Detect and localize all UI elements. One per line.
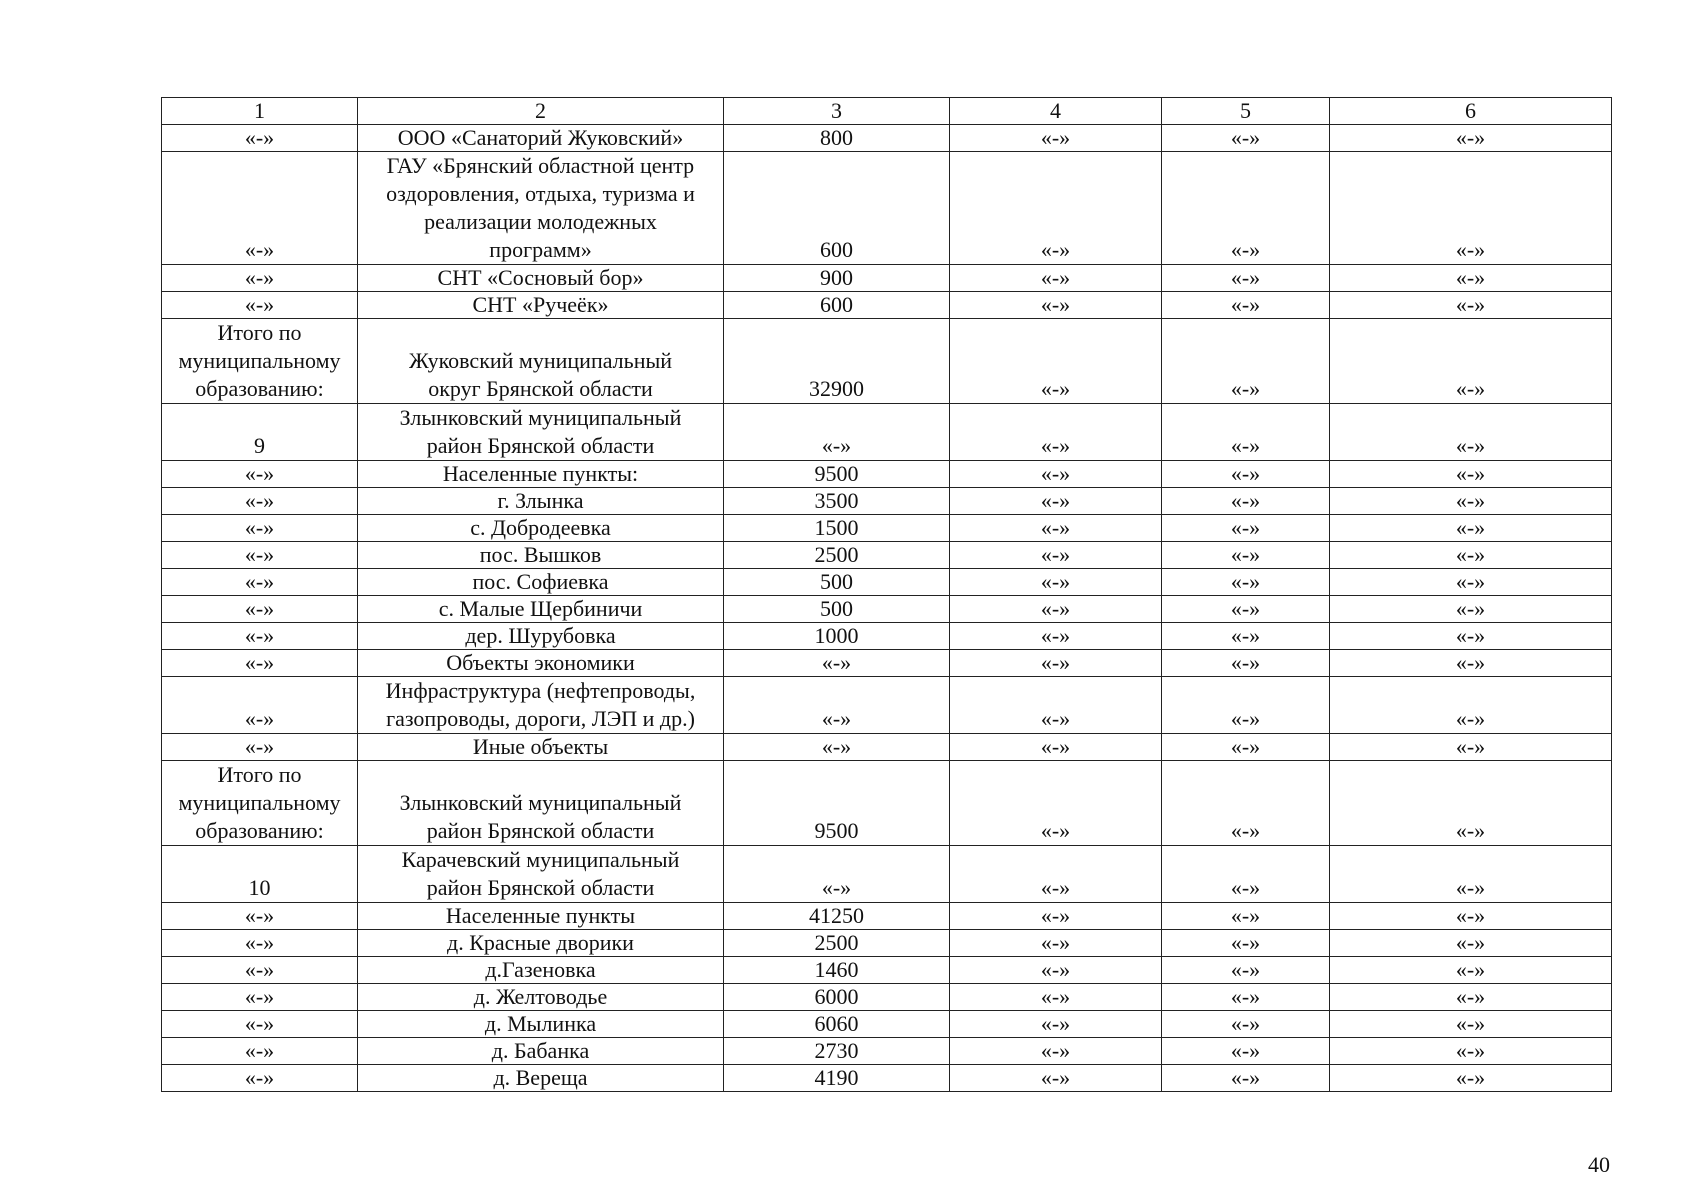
table-row — [162, 957, 1612, 984]
page-number: 40 — [1588, 1152, 1610, 1177]
table-cell-col-3: 6000 — [724, 984, 950, 1011]
table-cell-col-3: «-» — [724, 650, 950, 677]
table-cell-col-3: 2500 — [724, 542, 950, 569]
table-cell-col-4: «-» — [950, 265, 1162, 292]
table-cell-col-2: д.Газеновка — [358, 957, 724, 984]
table-cell-col-1: «-» — [162, 650, 358, 677]
table-cell-col-3: 3 — [724, 98, 950, 125]
table-cell-col-2: Объекты экономики — [358, 650, 724, 677]
table-cell-col-3: 1000 — [724, 623, 950, 650]
table-cell-col-6: «-» — [1330, 569, 1612, 596]
table-row — [162, 734, 1612, 761]
table-cell-col-4: «-» — [950, 569, 1162, 596]
table-cell-col-1: «-» — [162, 488, 358, 515]
table-cell-col-4: «-» — [950, 596, 1162, 623]
table-cell-col-6: «-» — [1330, 930, 1612, 957]
table-row — [162, 623, 1612, 650]
table-cell-col-4: «-» — [950, 1065, 1162, 1092]
table-cell-col-4: «-» — [950, 1011, 1162, 1038]
table-cell-col-3: «-» — [724, 846, 950, 903]
table-row — [162, 1011, 1612, 1038]
table-cell-col-5: «-» — [1162, 1065, 1330, 1092]
table-cell-col-1: 9 — [162, 404, 358, 461]
table-cell-col-4: «-» — [950, 125, 1162, 152]
table-cell-col-2: г. Злынка — [358, 488, 724, 515]
table-row — [162, 650, 1612, 677]
table-cell-col-2: д. Бабанка — [358, 1038, 724, 1065]
table-cell-col-1: «-» — [162, 1011, 358, 1038]
table-cell-col-2: Злынковский муниципальный район Брянской области — [358, 761, 724, 846]
table-cell-col-5: «-» — [1162, 761, 1330, 846]
table-cell-col-1: «-» — [162, 596, 358, 623]
table-row — [162, 461, 1612, 488]
table-cell-col-1: «-» — [162, 292, 358, 319]
table-cell-col-6: «-» — [1330, 846, 1612, 903]
table-cell-col-1: «-» — [162, 677, 358, 734]
table-cell-col-4: «-» — [950, 623, 1162, 650]
table-cell-col-5: «-» — [1162, 569, 1330, 596]
table-cell-col-2: Населенные пункты — [358, 903, 724, 930]
table-row — [162, 515, 1612, 542]
table-cell-col-5: «-» — [1162, 984, 1330, 1011]
table-cell-col-5: «-» — [1162, 650, 1330, 677]
table-cell-col-6: «-» — [1330, 125, 1612, 152]
table-row — [162, 984, 1612, 1011]
table-cell-col-4: «-» — [950, 650, 1162, 677]
table-header-row — [162, 98, 1612, 125]
table-cell-col-2: Иные объекты — [358, 734, 724, 761]
table-cell-col-4: «-» — [950, 515, 1162, 542]
table-row — [162, 125, 1612, 152]
table-cell-col-6: «-» — [1330, 957, 1612, 984]
table-row — [162, 677, 1612, 734]
table-cell-col-6: «-» — [1330, 596, 1612, 623]
table-cell-col-4: «-» — [950, 957, 1162, 984]
table-cell-col-6: «-» — [1330, 404, 1612, 461]
table-cell-col-6: «-» — [1330, 761, 1612, 846]
table-row — [162, 846, 1612, 903]
table-cell-col-1: «-» — [162, 623, 358, 650]
table-cell-col-3: 600 — [724, 152, 950, 265]
table-cell-col-4: «-» — [950, 488, 1162, 515]
table-cell-col-6: «-» — [1330, 903, 1612, 930]
table-cell-col-4: «-» — [950, 461, 1162, 488]
table-cell-col-1: «-» — [162, 461, 358, 488]
table-row — [162, 152, 1612, 265]
table-cell-col-6: «-» — [1330, 1011, 1612, 1038]
table-cell-col-1: 1 — [162, 98, 358, 125]
table-cell-col-2: Злынковский муниципальный район Брянской области — [358, 404, 724, 461]
table-cell-col-1: «-» — [162, 930, 358, 957]
table-cell-col-6: «-» — [1330, 623, 1612, 650]
table-cell-col-2: ООО «Санаторий Жуковский» — [358, 125, 724, 152]
table-cell-col-3: 9500 — [724, 461, 950, 488]
table-cell-col-2: д. Мылинка — [358, 1011, 724, 1038]
table-cell-col-3: 4190 — [724, 1065, 950, 1092]
table-cell-col-6: «-» — [1330, 1038, 1612, 1065]
table-cell-col-2: СНТ «Сосновый бор» — [358, 265, 724, 292]
table-cell-col-3: 3500 — [724, 488, 950, 515]
table-cell-col-2: Жуковский муниципальный округ Брянской области — [358, 319, 724, 404]
table-row — [162, 292, 1612, 319]
table-cell-col-5: «-» — [1162, 846, 1330, 903]
table-cell-col-1: «-» — [162, 542, 358, 569]
table-cell-col-4: «-» — [950, 1038, 1162, 1065]
table-cell-col-6: «-» — [1330, 1065, 1612, 1092]
table-cell-col-3: 600 — [724, 292, 950, 319]
table-cell-col-2: СНТ «Ручеёк» — [358, 292, 724, 319]
table-cell-col-1: «-» — [162, 152, 358, 265]
table-cell-col-3: 800 — [724, 125, 950, 152]
table-cell-col-3: 1500 — [724, 515, 950, 542]
table-cell-col-4: «-» — [950, 677, 1162, 734]
table-cell-col-6: «-» — [1330, 515, 1612, 542]
table-row — [162, 596, 1612, 623]
table-cell-col-4: «-» — [950, 734, 1162, 761]
table-cell-col-1: «-» — [162, 984, 358, 1011]
table-cell-col-1: «-» — [162, 1038, 358, 1065]
table-cell-col-2: Инфраструктура (нефтепроводы, газопроводы, дороги, ЛЭП и др.) — [358, 677, 724, 734]
table-cell-col-6: «-» — [1330, 650, 1612, 677]
table-cell-col-6: «-» — [1330, 984, 1612, 1011]
table-cell-col-4: «-» — [950, 152, 1162, 265]
table-cell-col-3: «-» — [724, 404, 950, 461]
table-cell-col-6: «-» — [1330, 488, 1612, 515]
table-cell-col-5: «-» — [1162, 319, 1330, 404]
table-cell-col-2: д. Вереща — [358, 1065, 724, 1092]
table-cell-col-5: «-» — [1162, 515, 1330, 542]
table-cell-col-1: «-» — [162, 569, 358, 596]
table-cell-col-6: «-» — [1330, 265, 1612, 292]
table-cell-col-4: «-» — [950, 761, 1162, 846]
table-cell-col-4: «-» — [950, 984, 1162, 1011]
table-cell-col-4: «-» — [950, 846, 1162, 903]
table-cell-col-6: 6 — [1330, 98, 1612, 125]
table-row — [162, 903, 1612, 930]
table-cell-col-6: «-» — [1330, 542, 1612, 569]
table-cell-col-5: «-» — [1162, 903, 1330, 930]
table-cell-col-1: 10 — [162, 846, 358, 903]
table-row — [162, 265, 1612, 292]
table-cell-col-4: «-» — [950, 903, 1162, 930]
table-cell-col-2: Карачевский муниципальный район Брянской области — [358, 846, 724, 903]
table-cell-col-5: «-» — [1162, 461, 1330, 488]
table-cell-col-2: ГАУ «Брянский областной центр оздоровления, отдыха, туризма и реализации молодежных программ» — [358, 152, 724, 265]
table-cell-col-6: «-» — [1330, 152, 1612, 265]
table-cell-col-6: «-» — [1330, 461, 1612, 488]
table-cell-col-2: пос. Вышков — [358, 542, 724, 569]
table-cell-col-1: Итого по муниципальному образованию: — [162, 319, 358, 404]
table-cell-col-5: «-» — [1162, 1011, 1330, 1038]
table-cell-col-4: «-» — [950, 542, 1162, 569]
table-cell-col-5: «-» — [1162, 957, 1330, 984]
table-cell-col-3: «-» — [724, 677, 950, 734]
table-cell-col-1: «-» — [162, 125, 358, 152]
table-cell-col-3: 900 — [724, 265, 950, 292]
table-cell-col-4: «-» — [950, 319, 1162, 404]
table-cell-col-5: «-» — [1162, 488, 1330, 515]
table-cell-col-2: дер. Шурубовка — [358, 623, 724, 650]
table-cell-col-3: 2500 — [724, 930, 950, 957]
table-cell-col-1: «-» — [162, 515, 358, 542]
table-cell-col-5: «-» — [1162, 930, 1330, 957]
table-row — [162, 930, 1612, 957]
table-row — [162, 488, 1612, 515]
table-cell-col-2: 2 — [358, 98, 724, 125]
table-cell-col-2: д. Красные дворики — [358, 930, 724, 957]
table-cell-col-6: «-» — [1330, 677, 1612, 734]
table-cell-col-5: «-» — [1162, 734, 1330, 761]
table-cell-col-5: «-» — [1162, 265, 1330, 292]
table-cell-col-3: 1460 — [724, 957, 950, 984]
table-cell-col-5: «-» — [1162, 542, 1330, 569]
table-cell-col-5: «-» — [1162, 125, 1330, 152]
table-cell-col-5: «-» — [1162, 623, 1330, 650]
table-cell-col-5: «-» — [1162, 1038, 1330, 1065]
table-cell-col-2: пос. Софиевка — [358, 569, 724, 596]
table-cell-col-1: «-» — [162, 903, 358, 930]
table-cell-col-1: «-» — [162, 1065, 358, 1092]
table-cell-col-4: 4 — [950, 98, 1162, 125]
table-cell-col-2: Населенные пункты: — [358, 461, 724, 488]
table-cell-col-5: 5 — [1162, 98, 1330, 125]
table-row — [162, 1038, 1612, 1065]
table-row — [162, 761, 1612, 846]
table-cell-col-5: «-» — [1162, 404, 1330, 461]
table-row — [162, 404, 1612, 461]
table-row — [162, 1065, 1612, 1092]
table-cell-col-4: «-» — [950, 930, 1162, 957]
table-cell-col-5: «-» — [1162, 596, 1330, 623]
table-row — [162, 319, 1612, 404]
table-cell-col-3: 32900 — [724, 319, 950, 404]
table-cell-col-3: 41250 — [724, 903, 950, 930]
table-cell-col-2: д. Желтоводье — [358, 984, 724, 1011]
table-cell-col-3: 9500 — [724, 761, 950, 846]
table-cell-col-1: «-» — [162, 734, 358, 761]
table-cell-col-3: 500 — [724, 569, 950, 596]
table-cell-col-3: 6060 — [724, 1011, 950, 1038]
table-cell-col-1: «-» — [162, 957, 358, 984]
table-row — [162, 542, 1612, 569]
table-cell-col-2: с. Малые Щербиничи — [358, 596, 724, 623]
table-cell-col-3: «-» — [724, 734, 950, 761]
data-table — [161, 97, 1612, 1092]
table-row — [162, 569, 1612, 596]
table-cell-col-6: «-» — [1330, 292, 1612, 319]
table-body — [162, 98, 1612, 1092]
table-cell-col-2: с. Добродеевка — [358, 515, 724, 542]
table-cell-col-4: «-» — [950, 292, 1162, 319]
table-cell-col-5: «-» — [1162, 152, 1330, 265]
table-cell-col-6: «-» — [1330, 734, 1612, 761]
table-cell-col-3: 500 — [724, 596, 950, 623]
table-cell-col-3: 2730 — [724, 1038, 950, 1065]
table-cell-col-5: «-» — [1162, 677, 1330, 734]
table-cell-col-4: «-» — [950, 404, 1162, 461]
table-cell-col-1: Итого по муниципальному образованию: — [162, 761, 358, 846]
table-cell-col-5: «-» — [1162, 292, 1330, 319]
table-cell-col-6: «-» — [1330, 319, 1612, 404]
table-cell-col-1: «-» — [162, 265, 358, 292]
